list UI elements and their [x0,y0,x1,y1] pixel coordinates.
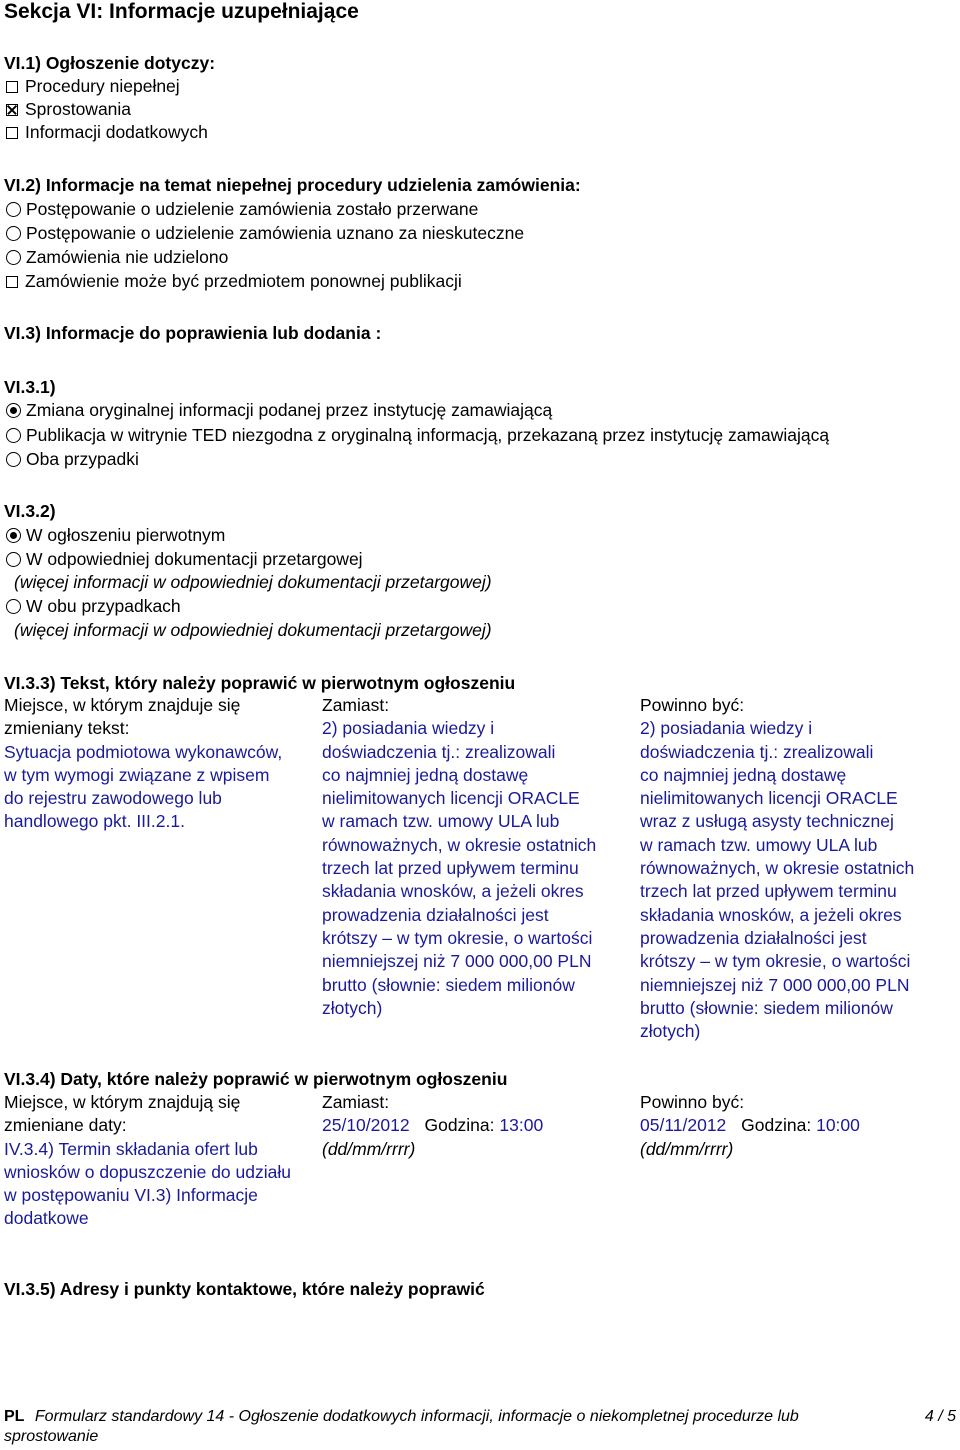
vi33-heading: VI.3.3) Tekst, który należy poprawić w pierwotnym ogłoszeniu [4,673,516,693]
vi34-column-instead [322,1091,634,1161]
vi33-location-value: Sytuacja podmiotowa wykonawców, w tym wymogi związane z wpisem do rejestru zawodowego lub handlowego pkt. III.2.1. [4,741,283,832]
vi34-should-be-format: (dd/mm/rrrr) [640,1138,734,1159]
vi34-instead-format: (dd/mm/rrrr) [322,1138,416,1159]
vi34-location-label: Miejsce, w którym znajdują się zmieniane daty: [4,1092,241,1136]
footer [4,1407,904,1447]
radio-selected-icon [6,403,21,418]
vi35-heading: VI.3.5) Adresy i punkty kontaktowe, które należy poprawić [4,1279,485,1299]
vi33-column-location [4,694,314,834]
option-sprostowania: Sprostowania [4,98,131,121]
vi34-column-location [4,1091,320,1231]
option-obu-przypadkach: W obu przypadkach [4,595,181,618]
option-ogloszeniu-pierwotnym: W ogłoszeniu pierwotnym [4,524,225,547]
vi34-instead-time: 13:00 [499,1115,544,1136]
option-dokumentacji: W odpowiedniej dokumentacji przetargowej [4,548,363,571]
checkbox-empty-icon [6,127,18,139]
vi3-heading: VI.3) Informacje do poprawienia lub dodania : [4,323,382,343]
option-informacji-dodatkowych: Informacji dodatkowych [4,121,208,144]
checkbox-empty-icon [6,81,18,93]
vi34-heading: VI.3.4) Daty, które należy poprawić w pierwotnym ogłoszeniu [4,1069,508,1089]
vi32-heading: VI.3.2) [4,501,56,521]
vi33-column-instead [322,694,634,1020]
footer-lang: PL [4,1408,25,1425]
radio-empty-icon [6,226,21,241]
vi1-heading: VI.1) Ogłoszenie dotyczy: [4,53,216,73]
vi33-column-should-be [640,694,956,1043]
vi34-should-be-time-label: Godzina: [741,1115,812,1136]
radio-empty-icon [6,552,21,567]
vi34-should-be-time: 10:00 [816,1115,860,1136]
radio-selected-icon [6,528,21,543]
footer-page-number: 4 / 5 [924,1408,956,1425]
vi34-instead-time-label: Godzina: [424,1115,495,1136]
vi33-location-label: Miejsce, w którym znajduje się zmieniany tekst: [4,695,241,739]
vi34-column-should-be [640,1091,956,1161]
vi33-should-be-value: 2) posiadania wiedzy i doświadczenia tj.: zrealizowali co najmniej jedną dostawę nielimitowanych licencji ORACLE wraz z usługą asysty technicznej w ramach tzw. umowy ULA lub równoważnych, w okresie ostatnich trzech lat przed upływem terminu składania wnosków, a jeżeli okres prowadzenia działalności jest krótszy – w tym okresie, o wartości niemniejszej niż 7 000 000,00 PLN brutto (słownie: siedem milionów złotych) [640,718,915,1042]
vi2-heading: VI.2) Informacje na temat niepełnej procedury udzielenia zamówienia: [4,175,581,195]
note-obu-przypadkach: (więcej informacji w odpowiedniej dokumentacji przetargowej) [14,620,492,640]
radio-empty-icon [6,599,21,614]
vi33-should-be-label: Powinno być: [640,695,745,715]
checkbox-checked-icon [6,104,18,116]
radio-empty-icon [6,452,21,467]
radio-empty-icon [6,428,21,443]
vi33-instead-value: 2) posiadania wiedzy i doświadczenia tj.: zrealizowali co najmniej jedną dostawę nielimitowanych licencji ORACLE w ramach tzw. umowy ULA lub równoważnych, w okresie ostatnich trzech lat przed upływem terminu składania wnosków, a jeżeli okres prowadzenia działalności jest krótszy – w tym okresie, o wartości niemniejszej niż 7 000 000,00 PLN brutto (słownie: siedem milionów złotych) [322,718,597,1018]
checkbox-empty-icon [6,276,18,288]
vi31-heading: VI.3.1) [4,377,56,397]
footer-form-name-continued: sprostowanie [4,1428,99,1445]
vi34-should-be-label: Powinno być: [640,1092,745,1112]
option-oba-przypadki: Oba przypadki [4,448,139,471]
option-zmiana-oryginalnej: Zmiana oryginalnej informacji podanej przez instytucję zamawiającą [4,399,552,422]
section-title: Sekcja VI: Informacje uzupełniające [4,0,359,23]
option-nie-udzielono: Zamówienia nie udzielono [4,246,228,269]
option-procedury-niepelnej: Procedury niepełnej [4,75,180,98]
vi34-should-be-date: 05/11/2012 [640,1115,727,1136]
vi34-location-value: IV.3.4) Termin składania ofert lub wniosków o dopuszczenie do udziału w postępowaniu VI.3) Informacje dodatkowe [4,1138,291,1229]
vi34-instead-date: 25/10/2012 [322,1115,410,1136]
option-nieskuteczne: Postępowanie o udzielenie zamówienia uznano za nieskuteczne [4,222,524,245]
radio-empty-icon [6,250,21,265]
option-publikacja-ted: Publikacja w witrynie TED niezgodna z oryginalną informacją, przekazaną przez instytucję zamawiającą [4,424,829,447]
note-dokumentacji: (więcej informacji w odpowiedniej dokumentacji przetargowej) [14,572,492,592]
vi33-instead-label: Zamiast: [322,695,390,715]
radio-empty-icon [6,202,21,217]
option-ponownej-publikacji: Zamówienie może być przedmiotem ponownej publikacji [4,270,462,293]
option-przerwane: Postępowanie o udzielenie zamówienia zostało przerwane [4,198,478,221]
vi34-instead-label: Zamiast: [322,1092,390,1112]
footer-form-name: Formularz standardowy 14 - Ogłoszenie dodatkowych informacji, informacje o niekompletnej procedurze lub [34,1408,799,1425]
